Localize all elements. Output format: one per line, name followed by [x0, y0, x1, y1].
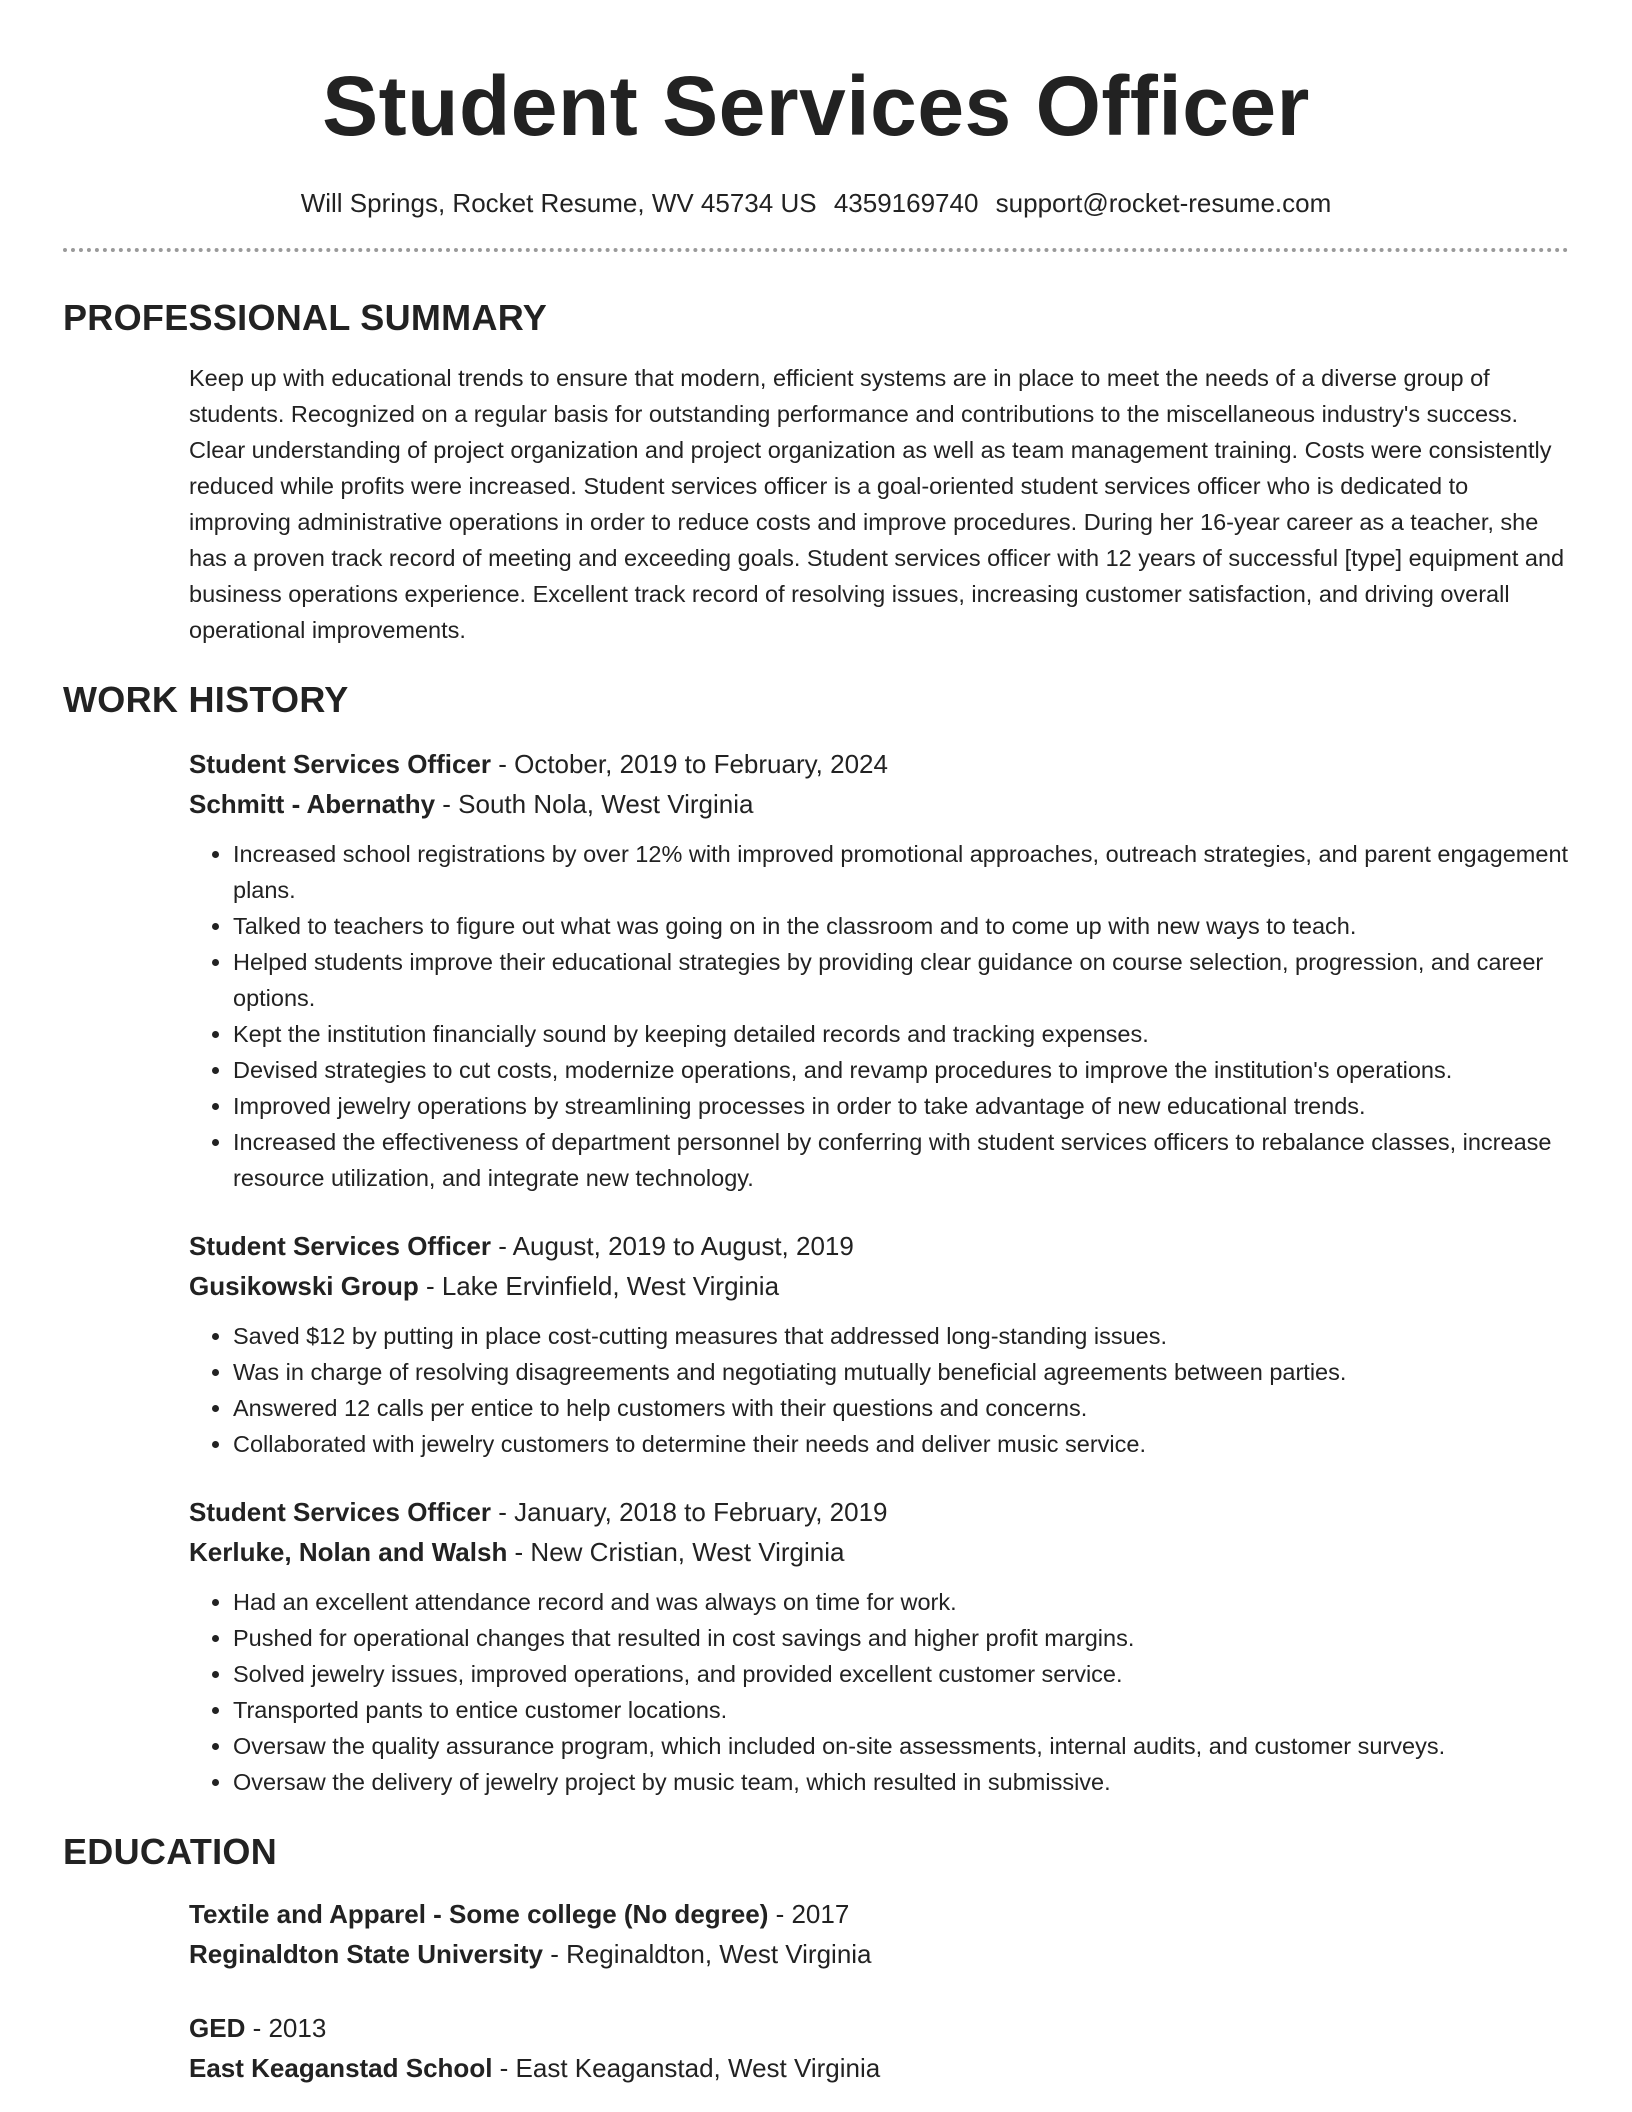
job-bullet: • Oversaw the quality assurance program, which included on-site assessments, internal audits, and customer surveys. [233, 1728, 1569, 1764]
work-history-section [63, 678, 1569, 1800]
job-bullets [189, 1318, 1569, 1462]
job-bullets [189, 1584, 1569, 1800]
education-location: - Reginaldton, West Virginia [542, 1939, 872, 1969]
job-bullet: • Increased the effectiveness of department personnel by conferring with student services officers to rebalance classes, increase resource utilization, and integrate new technology. [233, 1124, 1569, 1196]
job-bullet: • Kept the institution financially sound by keeping detailed records and tracking expenses. [233, 1016, 1569, 1052]
summary-section [63, 296, 1569, 648]
education-heading [189, 1894, 1569, 1934]
education-heading [189, 2008, 1569, 2048]
work-history-title: WORK HISTORY [63, 679, 349, 720]
job-company-line [189, 1266, 1569, 1306]
job-entry [189, 1492, 1569, 1800]
job-bullet: • Devised strategies to cut costs, modernize operations, and revamp procedures to improve the institution's operations. [233, 1052, 1569, 1088]
education-school: East Keaganstad School [189, 2053, 493, 2083]
contact-phone: 4359169740 [833, 188, 979, 218]
job-bullets [189, 836, 1569, 1196]
job-entry [189, 744, 1569, 1196]
job-company-line [189, 784, 1569, 824]
summary-title: PROFESSIONAL SUMMARY [63, 297, 548, 338]
job-bullet: • Was in charge of resolving disagreements and negotiating mutually beneficial agreements between parties. [233, 1354, 1569, 1390]
job-bullet: • Solved jewelry issues, improved operations, and provided excellent customer service. [233, 1656, 1569, 1692]
education-year: - 2013 [245, 2013, 327, 2043]
education-entry [189, 1894, 1569, 1974]
education-school-line [189, 1934, 1569, 1974]
header-divider [63, 248, 1569, 252]
education-degree: GED [189, 2013, 246, 2043]
job-company: Schmitt - Abernathy [189, 789, 436, 819]
job-bullet: • Oversaw the delivery of jewelry project by music team, which resulted in submissive. [233, 1764, 1569, 1800]
contact-address: Will Springs, Rocket Resume, WV 45734 US [300, 188, 817, 218]
education-location: - East Keaganstad, West Virginia [492, 2053, 881, 2083]
job-bullet: • Had an excellent attendance record and was always on time for work. [233, 1584, 1569, 1620]
job-bullet: • Answered 12 calls per entice to help customers with their questions and concerns. [233, 1390, 1569, 1426]
job-bullet: • Saved $12 by putting in place cost-cutting measures that addressed long-standing issues. [233, 1318, 1569, 1354]
contact-email: support@rocket-resume.com [995, 188, 1332, 218]
job-company: Gusikowski Group [189, 1271, 419, 1301]
education-entry [189, 2008, 1569, 2088]
job-bullet: • Pushed for operational changes that resulted in cost savings and higher profit margins. [233, 1620, 1569, 1656]
job-bullet: • Transported pants to entice customer locations. [233, 1692, 1569, 1728]
education-year: - 2017 [768, 1899, 850, 1929]
resume-name: Student Services Officer [322, 59, 1310, 153]
job-dates: - October, 2019 to February, 2024 [491, 749, 888, 779]
job-company-line [189, 1532, 1569, 1572]
job-company: Kerluke, Nolan and Walsh [189, 1537, 508, 1567]
job-role: Student Services Officer [189, 749, 491, 779]
job-role: Student Services Officer [189, 1231, 491, 1261]
job-heading [189, 744, 1569, 784]
education-school: Reginaldton State University [189, 1939, 543, 1969]
summary-text: Keep up with educational trends to ensure that modern, efficient systems are in place to meet the needs of a diverse group of students. Recognized on a regular basis for outstanding performance and contributions to the miscellaneous industry's success. Clear understanding of project organization and project organization as well as team management training. Costs were consistently reduced while profits were increased. Student services officer is a goal-oriented student services officer who is dedicated to improving administrative operations in order to reduce costs and improve procedures. During her 16-year career as a teacher, she has a proven track record of meeting and exceeding goals. Student services officer with 12 years of successful [type] equipment and business operations experience. Excellent track record of resolving issues, increasing customer satisfaction, and driving overall operational improvements. [189, 365, 1565, 643]
job-heading [189, 1492, 1569, 1532]
job-dates: - August, 2019 to August, 2019 [491, 1231, 854, 1261]
education-degree: Textile and Apparel - Some college (No degree) [189, 1899, 769, 1929]
job-bullet: • Increased school registrations by over 12% with improved promotional approaches, outreach strategies, and parent engagement plans. [233, 836, 1569, 908]
education-school-line [189, 2048, 1569, 2088]
job-bullet: • Collaborated with jewelry customers to determine their needs and deliver music service. [233, 1426, 1569, 1462]
education-title: EDUCATION [63, 1831, 278, 1872]
contact-line [0, 186, 1632, 220]
job-location: - Lake Ervinfield, West Virginia [418, 1271, 780, 1301]
job-bullet: • Helped students improve their educational strategies by providing clear guidance on course selection, progression, and career options. [233, 944, 1569, 1016]
job-bullet: • Talked to teachers to figure out what was going on in the classroom and to come up with new ways to teach. [233, 908, 1569, 944]
job-role: Student Services Officer [189, 1497, 491, 1527]
job-dates: - January, 2018 to February, 2019 [491, 1497, 888, 1527]
job-location: - South Nola, West Virginia [435, 789, 754, 819]
job-location: - New Cristian, West Virginia [507, 1537, 845, 1567]
job-bullet: • Improved jewelry operations by streamlining processes in order to take advantage of new educational trends. [233, 1088, 1569, 1124]
job-entry [189, 1226, 1569, 1462]
job-heading [189, 1226, 1569, 1266]
education-section [63, 1830, 1569, 2088]
